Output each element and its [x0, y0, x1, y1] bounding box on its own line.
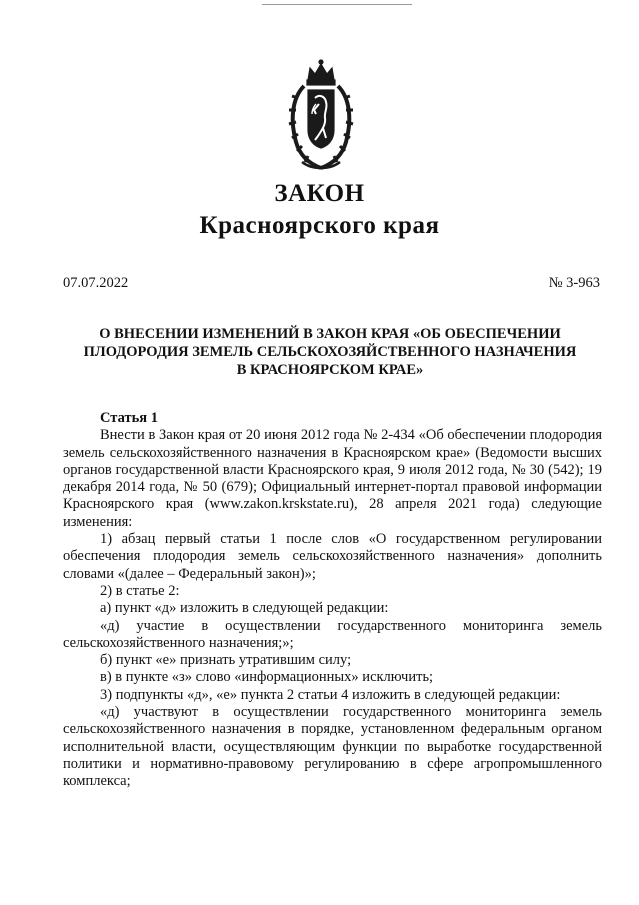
paragraph: а) пункт «д» изложить в следующей редакции: — [100, 600, 389, 617]
document-subtitle: Красноярского края — [199, 212, 440, 239]
heading-line: О ВНЕСЕНИИ ИЗМЕНЕНИЙ В ЗАКОН КРАЯ «ОБ ОБЕСПЕЧЕНИИ — [99, 326, 561, 342]
coat-of-arms-emblem — [288, 58, 354, 176]
paragraph: «д) участие в осуществлении государственного мониторинга земель сельскохозяйственного назначения;»; — [63, 617, 602, 651]
paragraph: 3) подпункты «д», «е» пункта 2 статьи 4 изложить в следующей редакции: — [100, 686, 561, 703]
paragraph: «д) участвуют в осуществлении государственного мониторинга земель сельскохозяйственного назначения в порядке, установленном федеральным органом исполнительной власти, осуществляющим функции по выработке государственной политики и нормативно-правовому регулированию в сфере агропромышленного комплекса; — [63, 704, 602, 790]
heading-line: ПЛОДОРОДИЯ ЗЕМЕЛЬ СЕЛЬСКОХОЗЯЙСТВЕННОГО НАЗНАЧЕНИЯ — [83, 344, 577, 360]
scan-top-line — [262, 4, 412, 5]
paragraph: б) пункт «е» признать утратившим силу; — [100, 652, 352, 669]
article-title: Статья 1 — [100, 410, 158, 426]
paragraph: в) в пункте «з» слово «информационных» исключить; — [100, 669, 434, 686]
paragraph: 2) в статье 2: — [100, 582, 180, 599]
document-title: ЗАКОН — [274, 180, 365, 207]
paragraph: 1) абзац первый статьи 1 после слов «О государственном регулировании обеспечения плодородия земель сельскохозяйственного назначения» дополнить словами «(далее – Федеральный закон)»; — [63, 531, 602, 582]
law-body — [63, 410, 602, 791]
law-heading — [60, 325, 600, 379]
law-date: 07.07.2022 — [63, 275, 129, 291]
paragraph: Внести в Закон края от 20 июня 2012 года № 2-434 «Об обеспечении плодородия земель сельскохозяйственного назначения в Красноярском крае» (Ведомости высших органов государственной власти Красноярского края, 9 июля 2012 года, № 30 (542); 19 декабря 2014 года, № 50 (679); Официальный интернет-портал правовой информации Красноярского края (www.zakon.krskstate.ru), 28 апреля 2021 года) следующие изменения: — [63, 427, 602, 530]
law-number: № 3-963 — [548, 275, 600, 291]
heading-line: В КРАСНОЯРСКОМ КРАЕ» — [236, 362, 424, 378]
